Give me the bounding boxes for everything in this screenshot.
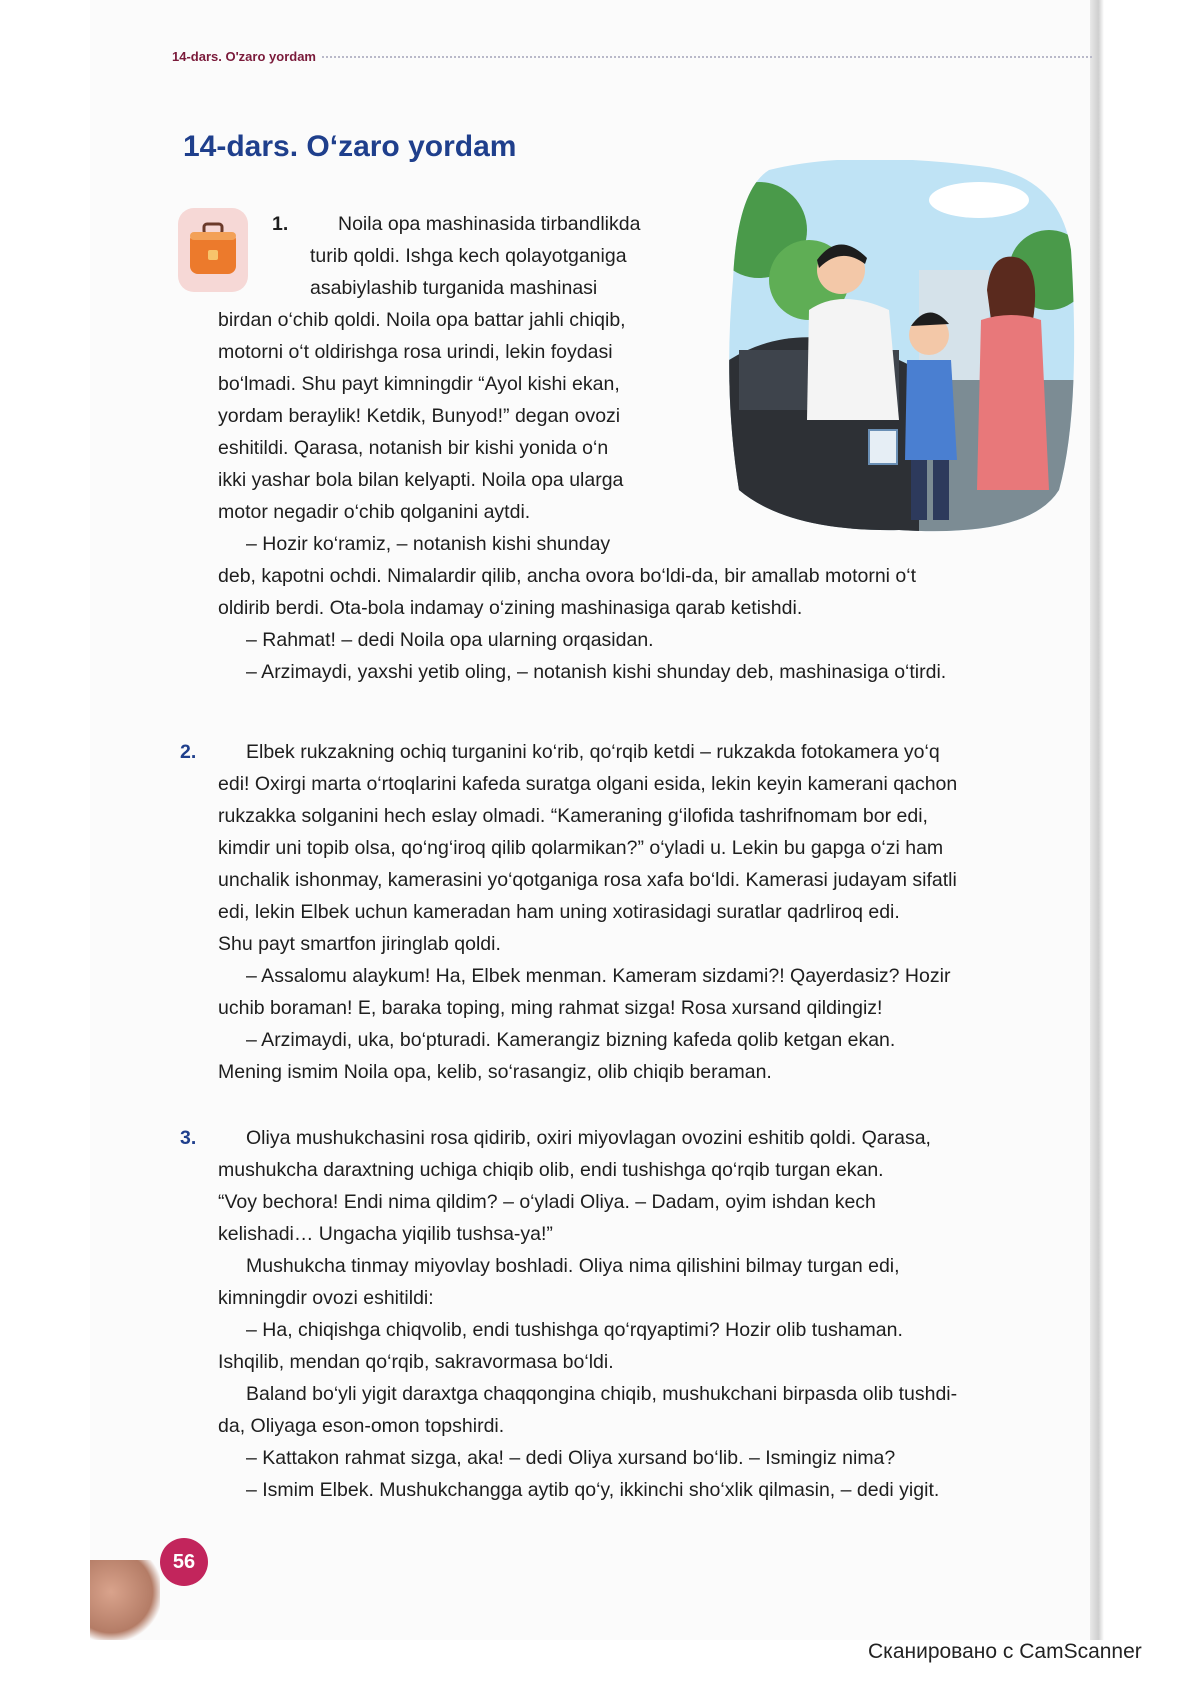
- story-2-dialog: Mening ismim Noila opa, kelib, so‘rasangiz, olib chiqib beraman.: [218, 1061, 772, 1083]
- story-3-line: da, Oliyaga eson-omon topshirdi.: [218, 1415, 505, 1437]
- story-3-dialog: Ishqilib, mendan qo‘rqib, sakravormasa bo‘ldi.: [218, 1351, 614, 1373]
- running-header: [172, 44, 1092, 68]
- story-1-number: 1.: [272, 213, 289, 235]
- story-3-line: kimningdir ovozi eshitildi:: [218, 1287, 434, 1309]
- story-1-line: eshitildi. Qarasa, notanish bir kishi yonida o‘n: [218, 437, 609, 459]
- story-1-lead-line: asabiylashib turganida mashinasi: [310, 277, 598, 299]
- story-3-line: Mushukcha tinmay miyovlay boshladi. Oliya nima qilishini bilmay turgan edi,: [246, 1255, 900, 1277]
- story-3-line: Baland bo‘yli yigit daraxtga chaqqongina chiqib, mushukchani birpasda olib tushdi-: [246, 1383, 958, 1405]
- story-1-line: yordam beraylik! Ketdik, Bunyod!” degan ovozi: [218, 405, 621, 427]
- briefcase-icon: [178, 208, 248, 292]
- page-number: 56: [160, 1538, 208, 1586]
- story-2-line: unchalik ishonmay, kamerasini yo‘qotganiga rosa xafa bo‘ldi. Kamerasi judayam sifatli: [218, 869, 957, 891]
- story-1-lead: [310, 208, 730, 304]
- story-3-line: Oliya mushukchasini rosa qidirib, oxiri miyovlagan ovozini eshitib qoldi. Qarasa,: [246, 1127, 931, 1149]
- story-1-line: birdan o‘chib qoldi. Noila opa battar jahli chiqib,: [218, 309, 626, 331]
- story-1-line: motor negadir o‘chib qolganini aytdi.: [218, 501, 531, 523]
- story-1-body: [218, 304, 718, 560]
- story-1-lead-line: Noila opa mashinasida tirbandlikda: [338, 213, 641, 235]
- story-2-line: Shu payt smartfon jiringlab qoldi.: [218, 933, 501, 955]
- story-1-dialog: – Rahmat! – dedi Noila opa ularning orqasidan.: [246, 629, 654, 651]
- story-2-line: Elbek rukzakning ochiq turganini ko‘rib, qo‘rqib ketdi – rukzakda fotokamera yo‘q: [246, 741, 940, 763]
- story-3-dialog: – Kattakon rahmat sizga, aka! – dedi Oliya xursand bo‘lib. – Ismingiz nima?: [246, 1447, 896, 1469]
- story-2-line: kimdir uni topib olsa, qo‘ng‘iroq qilib qolarmikan?” o‘yladi u. Lekin bu gapga o‘zi ham: [218, 837, 944, 859]
- story-2-dialog: – Arzimaydi, uka, bo‘pturadi. Kamerangiz bizning kafeda qolib ketgan ekan.: [246, 1029, 896, 1051]
- story-2-number: 2.: [180, 741, 197, 763]
- scan-thumb: [90, 1560, 160, 1640]
- lesson-title: 14-dars. O‘zaro yordam: [183, 130, 517, 163]
- story-2-line: edi, lekin Elbek uchun kameradan ham uning xotirasidagi suratlar qadrliroq edi.: [218, 901, 900, 923]
- story-3-dialog: – Ha, chiqishga chiqvolib, endi tushishga qo‘rqyaptimi? Hozir olib tushaman.: [246, 1319, 903, 1341]
- story-1-line: deb, kapotni ochdi. Nimalardir qilib, ancha ovora bo‘ldi-da, bir amallab motorni o‘t: [218, 565, 917, 587]
- scanner-watermark: Сканировано с CamScanner: [868, 1640, 1142, 1663]
- story-1-line: ikki yashar bola bilan kelyapti. Noila opa ularga: [218, 469, 624, 491]
- story-1-dialog: – Hozir ko‘ramiz, – notanish kishi shunday: [246, 533, 611, 555]
- story-2-dialog: – Assalomu alaykum! Ha, Elbek menman. Kameram sizdami?! Qayerdasiz? Hozir: [246, 965, 951, 987]
- story-1-line: oldirib berdi. Ota-bola indamay o‘zining mashinasiga qarab ketishdi.: [218, 597, 803, 619]
- story-1-lead-line: turib qoldi. Ishga kech qolayotganiga: [310, 245, 627, 267]
- story-3-body: [218, 1122, 1088, 1506]
- page-edge: [1090, 0, 1104, 1640]
- running-header-title: 14-dars. O'zaro yordam: [172, 48, 316, 64]
- story-3-number: 3.: [180, 1127, 197, 1149]
- story-illustration: [729, 160, 1077, 538]
- story-2-line: edi! Oxirgi marta o‘rtoqlarini kafeda suratga olgani esida, lekin keyin kamerani qachon: [218, 773, 958, 795]
- story-3-line: kelishadi… Ungacha yiqilib tushsa-ya!”: [218, 1223, 553, 1245]
- story-1-line: bo‘lmadi. Shu payt kimningdir “Ayol kishi ekan,: [218, 373, 620, 395]
- story-1-dialog: – Arzimaydi, yaxshi yetib oling, – notanish kishi shunday deb, mashinasiga o‘tirdi.: [246, 661, 947, 683]
- header-dotted-line: [322, 54, 1092, 58]
- story-3-line: mushukcha daraxtning uchiga chiqib olib, endi tushishga qo‘rqib turgan ekan.: [218, 1159, 884, 1181]
- story-3-line: “Voy bechora! Endi nima qildim? – o‘yladi Oliya. – Dadam, oyim ishdan kech: [218, 1191, 876, 1213]
- story-1-ending: [218, 560, 1078, 688]
- story-2-dialog: uchib boraman! E, baraka toping, ming rahmat sizga! Rosa xursand qildingiz!: [218, 997, 883, 1019]
- story-2-body: [218, 736, 1088, 1088]
- story-3-dialog: – Ismim Elbek. Mushukchangga aytib qo‘y, ikkinchi sho‘xlik qilmasin, – dedi yigit.: [246, 1479, 940, 1501]
- story-1-line: motorni o‘t oldirishga rosa urindi, lekin foydasi: [218, 341, 613, 363]
- story-2-line: rukzakka solganini hech eslay olmadi. “Kameraning g‘ilofida tashrifnomam bor edi,: [218, 805, 928, 827]
